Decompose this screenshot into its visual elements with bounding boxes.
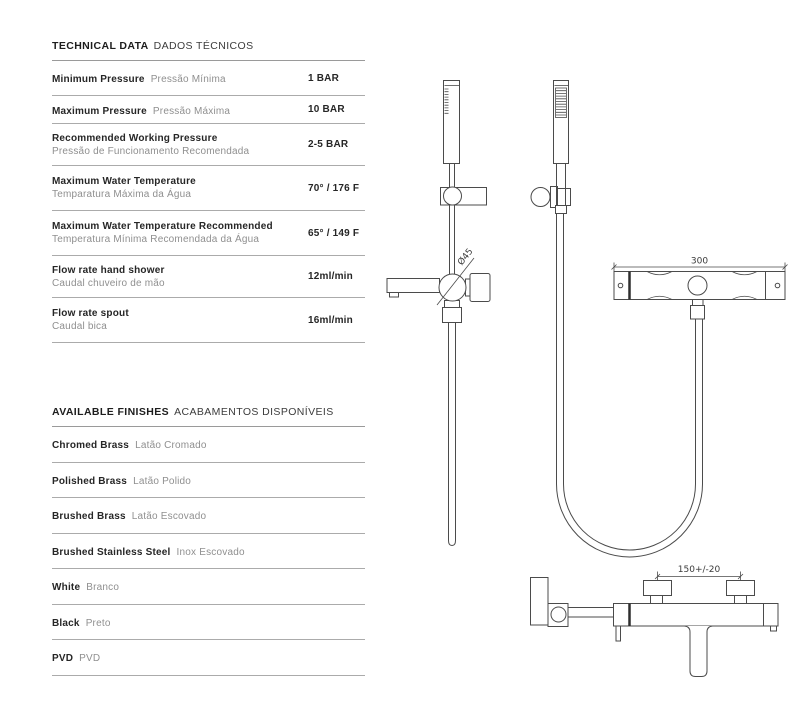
hose-nut [556, 206, 567, 214]
diverter-lever [616, 626, 621, 641]
spout-side [387, 279, 440, 293]
elevation-drawing [531, 565, 779, 677]
spec-row-flow-rate-spout: Flow rate spout Caudal bica 16ml/min [52, 298, 365, 343]
spec-row-maximum-pressure: Maximum Pressure Pressão Máxima 10 BAR [52, 96, 365, 124]
side-view-drawing [387, 81, 490, 546]
mixer-body [614, 604, 764, 627]
diameter-dimension-label: Ø45 [456, 246, 476, 268]
width-dimension-label: 300 [690, 256, 709, 267]
finish-row-brushed-brass: Brushed Brass Latão Escovado [52, 498, 365, 534]
spec-value: 65° / 149 F [308, 227, 360, 239]
hand-shower-side [444, 81, 460, 164]
mixer-end-cap [764, 604, 779, 627]
spec-row-working-pressure: Recommended Working Pressure Pressão de Funcionamento Recomendada 2-5 BAR [52, 124, 365, 166]
escutcheon-right [727, 581, 755, 596]
valve-knob [470, 274, 490, 302]
spout-down [685, 626, 713, 677]
hose-connector [445, 301, 460, 308]
spout-tip [390, 293, 399, 298]
spacing-dimension-label: 150+/-20 [677, 565, 721, 575]
spec-row-max-water-temperature: Maximum Water Temperature Temparatura Máxima da Água 70° / 176 F [52, 166, 365, 211]
finish-row-polished-brass: Polished Brass Latão Polido [52, 463, 365, 499]
finish-row-white: White Branco [52, 569, 365, 605]
finish-row-pvd: PVD PVD [52, 640, 365, 676]
holder-knob [551, 607, 566, 622]
escutcheon-left [644, 581, 672, 596]
bracket-knob [531, 188, 550, 207]
spec-value: 12ml/min [308, 271, 353, 282]
section-title-en: TECHNICAL DATA [52, 40, 149, 52]
finish-row-chromed-brass: Chromed Brass Latão Cromado [52, 427, 365, 463]
spec-row-flow-rate-hand-shower: Flow rate hand shower Caudal chuveiro de mão 12ml/min [52, 256, 365, 298]
spec-value: 70° / 176 F [308, 182, 360, 194]
front-view-drawing [531, 81, 703, 557]
spec-row-minimum-pressure: Minimum Pressure Pressão Mínima 1 BAR [52, 61, 365, 96]
hose-side [449, 323, 456, 546]
outlet-block [691, 306, 705, 320]
outlet-nub [771, 626, 777, 631]
spec-value: 2-5 BAR [308, 139, 349, 150]
hand-shower-profile [531, 578, 549, 626]
outlet-nut [693, 300, 704, 306]
section-title-pt: ACABAMENTOS DISPONÍVEIS [174, 406, 334, 418]
hose-inner [564, 214, 696, 551]
slider-knob [444, 187, 462, 205]
finish-row-black: Black Preto [52, 605, 365, 641]
spec-value: 16ml/min [308, 314, 353, 326]
finish-row-brushed-stainless-steel: Brushed Stainless Steel Inox Escovado [52, 534, 365, 570]
hose-connector-block [443, 308, 462, 323]
holder-arm [568, 608, 614, 618]
top-view-drawing [612, 257, 788, 320]
rail [450, 164, 455, 276]
spec-value: 10 BAR [308, 104, 345, 115]
section-title-pt: DADOS TÉCNICOS [153, 40, 254, 52]
spec-value: 1 BAR [308, 72, 340, 84]
hose-outer [557, 214, 703, 557]
diverter-knob [688, 276, 707, 295]
spec-row-max-water-temperature-recommended: Maximum Water Temperature Recommended Temperatura Mínima Recomendada da Água 65° / 149 F [52, 211, 365, 256]
section-title-en: AVAILABLE FINISHES [52, 406, 170, 418]
